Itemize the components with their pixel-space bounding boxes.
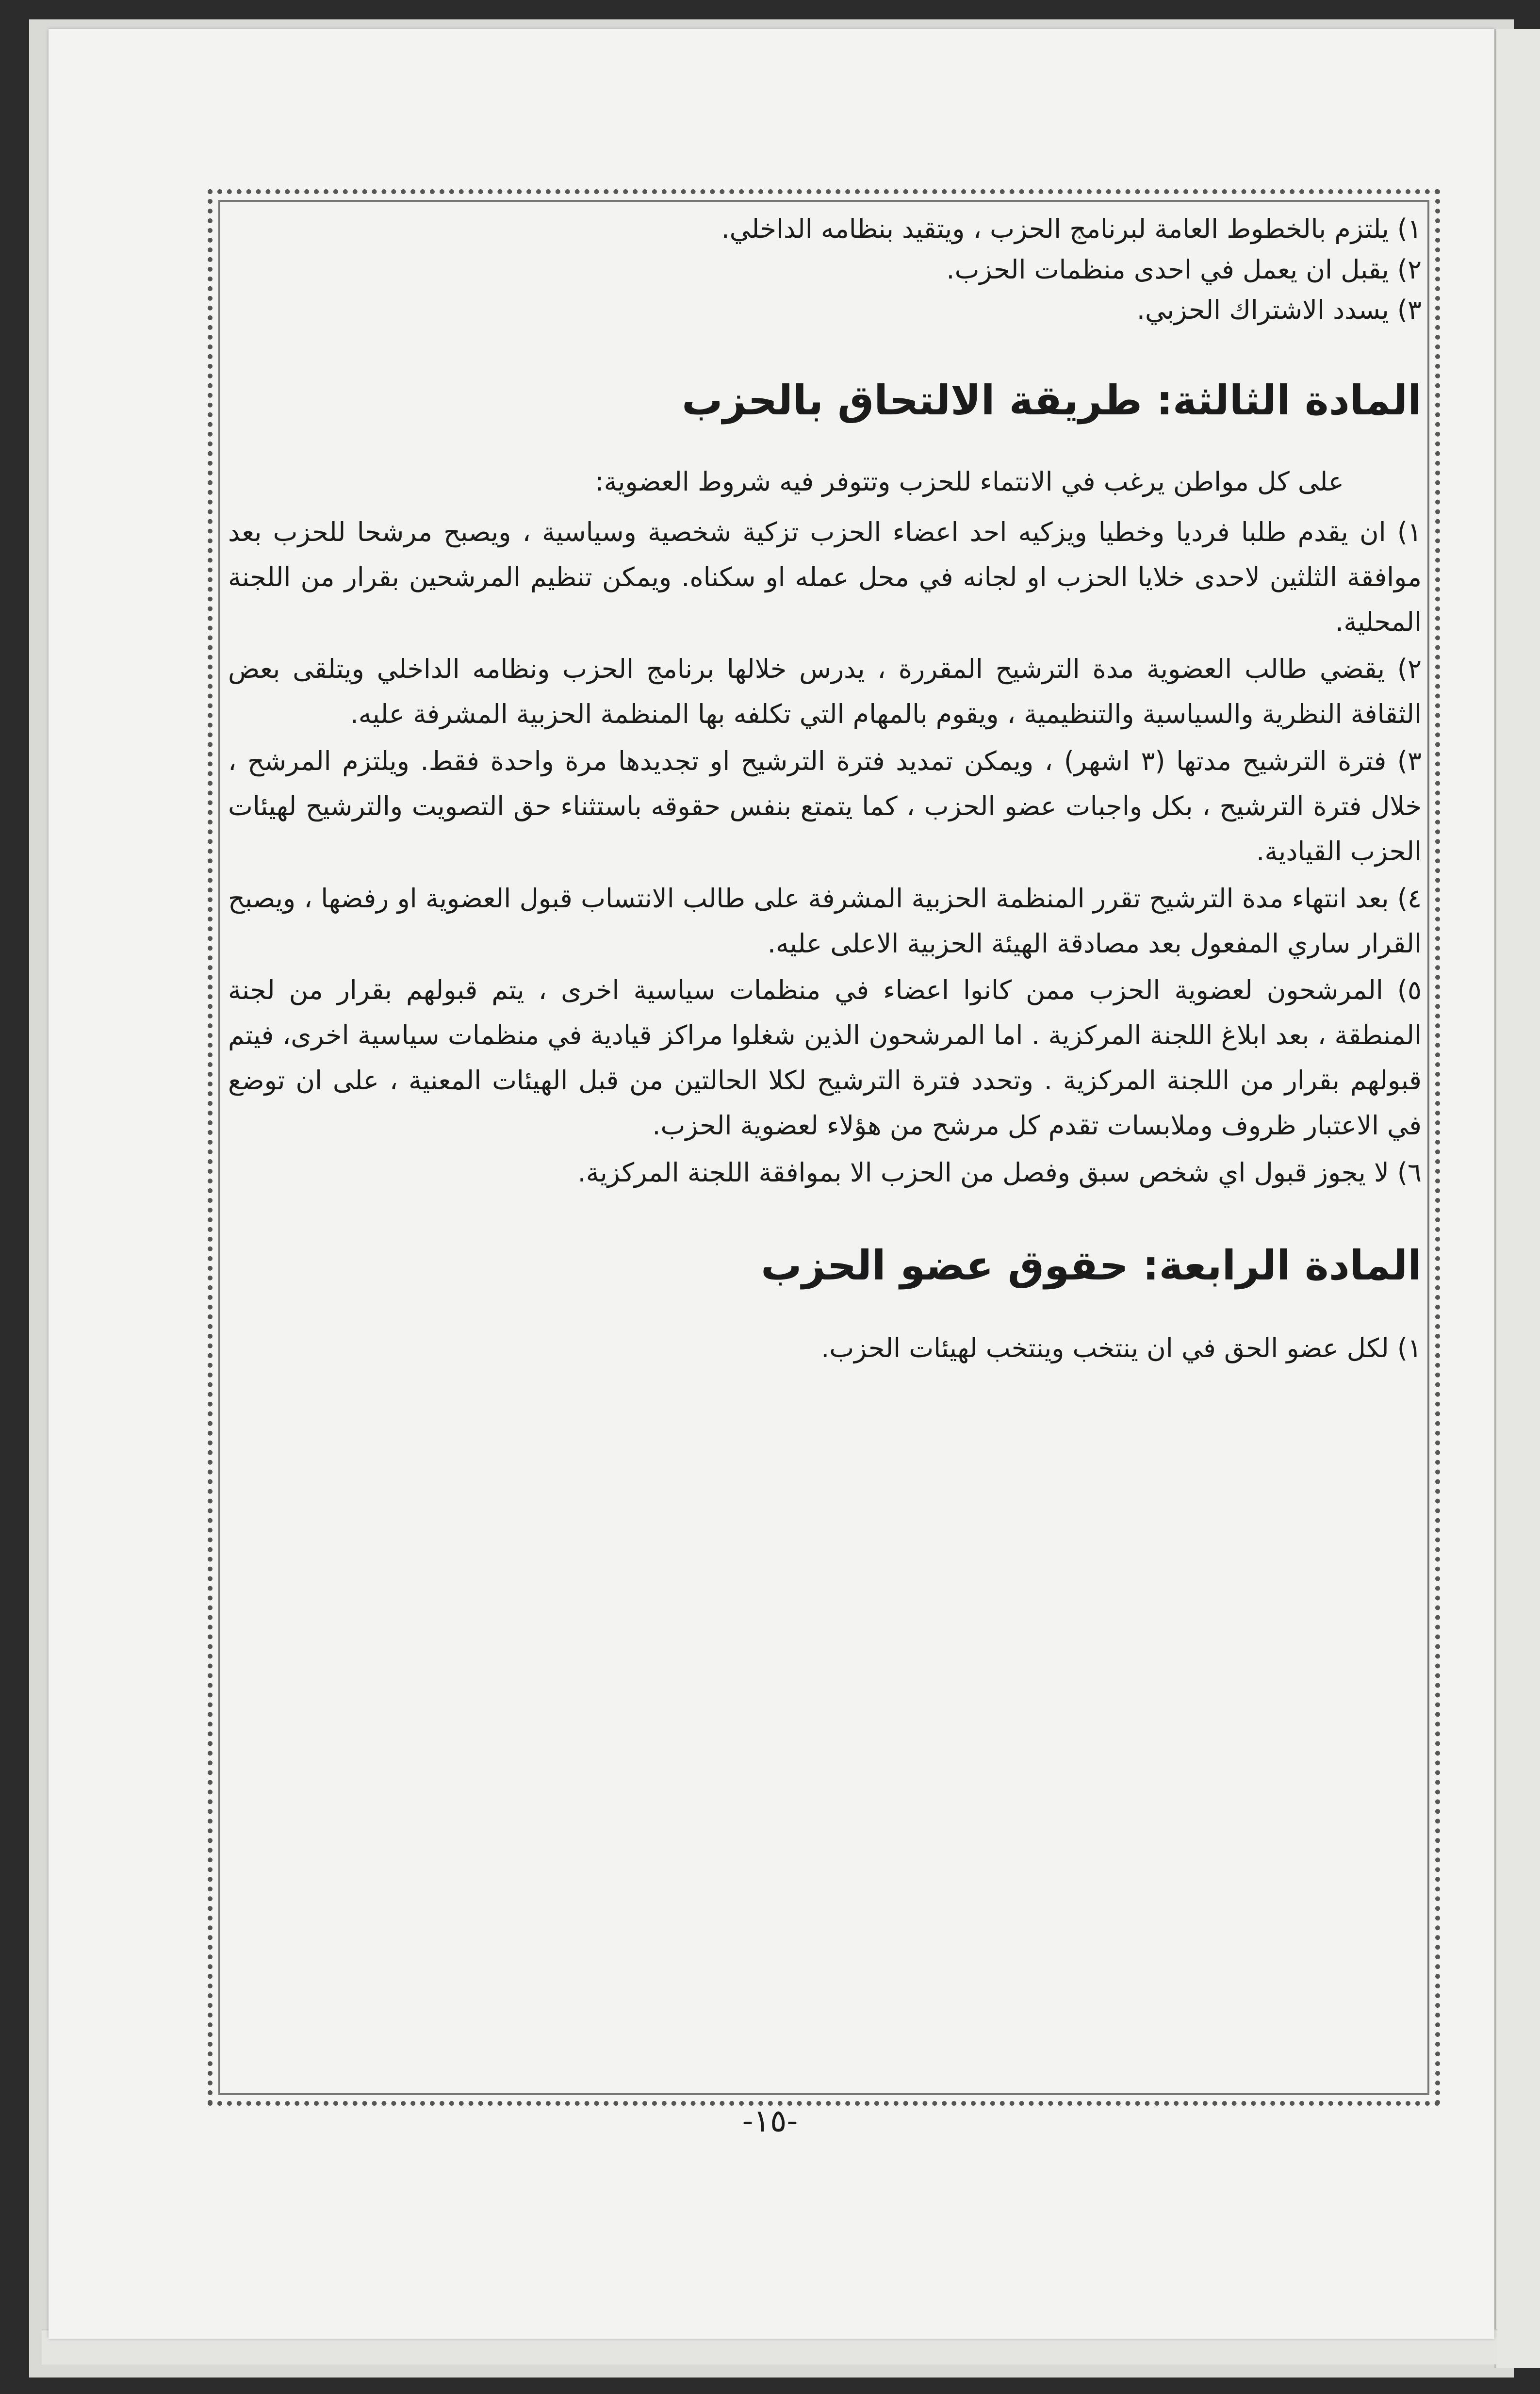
article-3-item-5: ٥) المرشحون لعضوية الحزب ممن كانوا اعضاء في منظمات سياسية اخرى ، يتم قبولهم بقرار من لجنة المنطقة ، بعد ابلاغ اللجنة المركزية . اما المرشحون الذين شغلوا مراكز قيادية في منظمات سياسية اخرى، فيتم قبولهم بقرار من اللجنة المركزية . وتحدد فترة الترشيح لكلا الحالتين من قبل الهيئات المعنية ، على ان توضع في الاعتبار ظروف وملابسات تقدم كل مرشح من هؤلاء لعضوية الحزب.: [228, 975, 1422, 1141]
page-content: [228, 209, 1422, 2082]
article-4-item-1: ١) لكل عضو الحق في ان ينتخب وينتخب لهيئات الحزب.: [821, 1332, 1422, 1363]
article-3-title: المادة الثالثة: طريقة الالتحاق بالحزب: [682, 377, 1422, 425]
article-3-intro: على كل مواطن يرغب في الانتماء للحزب وتتوفر فيه شروط العضوية:: [595, 466, 1344, 497]
underlying-page-edge: [1494, 29, 1540, 2368]
page-number: -١٥-: [742, 2103, 798, 2139]
article-3-item-4: ٤) بعد انتهاء مدة الترشيح تقرر المنظمة الحزبية المشرفة على طالب الانتساب قبول العضوية او رفضها ، ويصبح القرار ساري المفعول بعد مصادقة الهيئة الحزبية الاعلى عليه.: [228, 883, 1422, 959]
article-4-title: المادة الرابعة: حقوق عضو الحزب: [761, 1241, 1422, 1289]
article-3-item-6: ٦) لا يجوز قبول اي شخص سبق وفصل من الحزب الا بموافقة اللجنة المركزية.: [577, 1157, 1422, 1188]
article-3-item-2: ٢) يقضي طالب العضوية مدة الترشيح المقررة ، يدرس خلالها برنامج الحزب ونظامه الداخلي ويتلقى بعض الثقافة النظرية والسياسية والتنظيمية ، ويقوم بالمهام التي تكلفه بها المنظمة الحزبية المشرفة عليه.: [228, 654, 1422, 730]
article-3-item-1: ١) ان يقدم طلبا فرديا وخطيا ويزكيه احد اعضاء الحزب تزكية شخصية وسياسية ، ويصبح مرشحا للحزب بعد موافقة الثلثين لاحدى خلايا الحزب او لجانه في محل عمله او سكناه. ويمكن تنظيم المرشحين بقرار من اللجنة المحلية.: [228, 516, 1422, 638]
membership-condition-1: ١) يلتزم بالخطوط العامة لبرنامج الحزب ، ويتقيد بنظامه الداخلي.: [721, 213, 1422, 244]
membership-condition-2: ٢) يقبل ان يعمل في احدى منظمات الحزب.: [946, 254, 1422, 285]
membership-condition-3: ٣) يسدد الاشتراك الحزبي.: [1136, 295, 1422, 326]
article-3-item-3: ٣) فترة الترشيح مدتها (٣ اشهر) ، ويمكن تمديد فترة الترشيح او تجديدها مرة واحدة فقط. ويلتزم المرشح ، خلال فترة الترشيح ، بكل واجبات عضو الحزب ، كما يتمتع بنفس حقوقه باستثناء حق التصويت والترشيح لهيئات الحزب القيادية.: [228, 746, 1422, 867]
